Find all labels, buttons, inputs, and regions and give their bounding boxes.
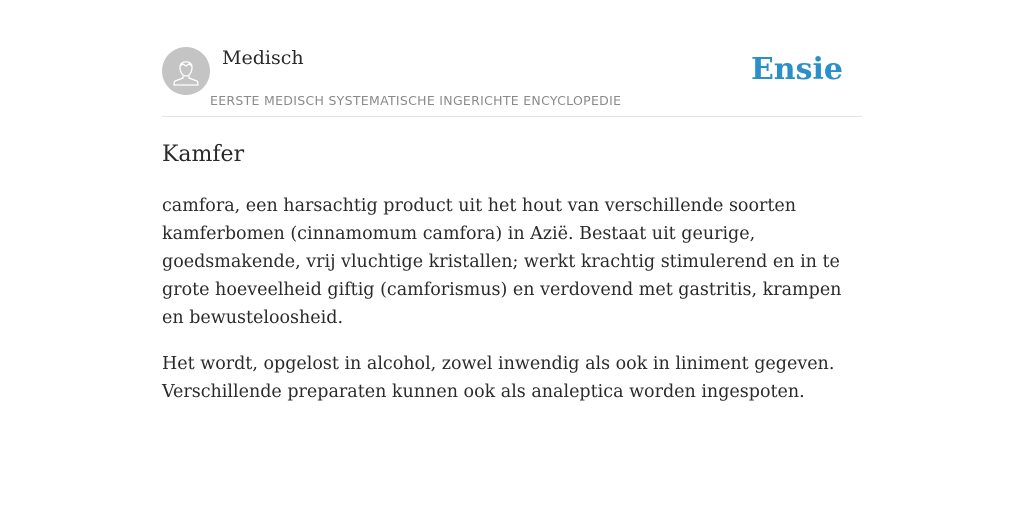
article-paragraph: Het wordt, opgelost in alcohol, zowel inwendig als ook in liniment gegeven. Verschillende preparaten kunnen ook als analeptica worden ingespoten. [162,354,835,402]
source-name[interactable]: Medisch [222,47,304,69]
source-header [162,46,862,117]
article-paragraph: camfora, een harsachtig product uit het hout van verschillende soorten kamferbomen (cinnamomum camfora) in Azië. Bestaat uit geurige, goedsmakende, vrij vluchtige kristallen; werkt krachtig stimulerend en in te grote hoeveelheid giftig (camforismus) en verdovend met gastritis, krampen en bewusteloosheid. [162,196,842,328]
user-silhouette-icon [162,47,210,95]
source-subtitle: EERSTE MEDISCH SYSTEMATISCHE INGERICHTE ENCYCLOPEDIE [210,93,622,108]
source-avatar[interactable] [162,47,210,95]
article-title: Kamfer [162,142,245,167]
ensie-logo-link[interactable]: Ensie [750,52,843,87]
article-body [162,192,868,424]
